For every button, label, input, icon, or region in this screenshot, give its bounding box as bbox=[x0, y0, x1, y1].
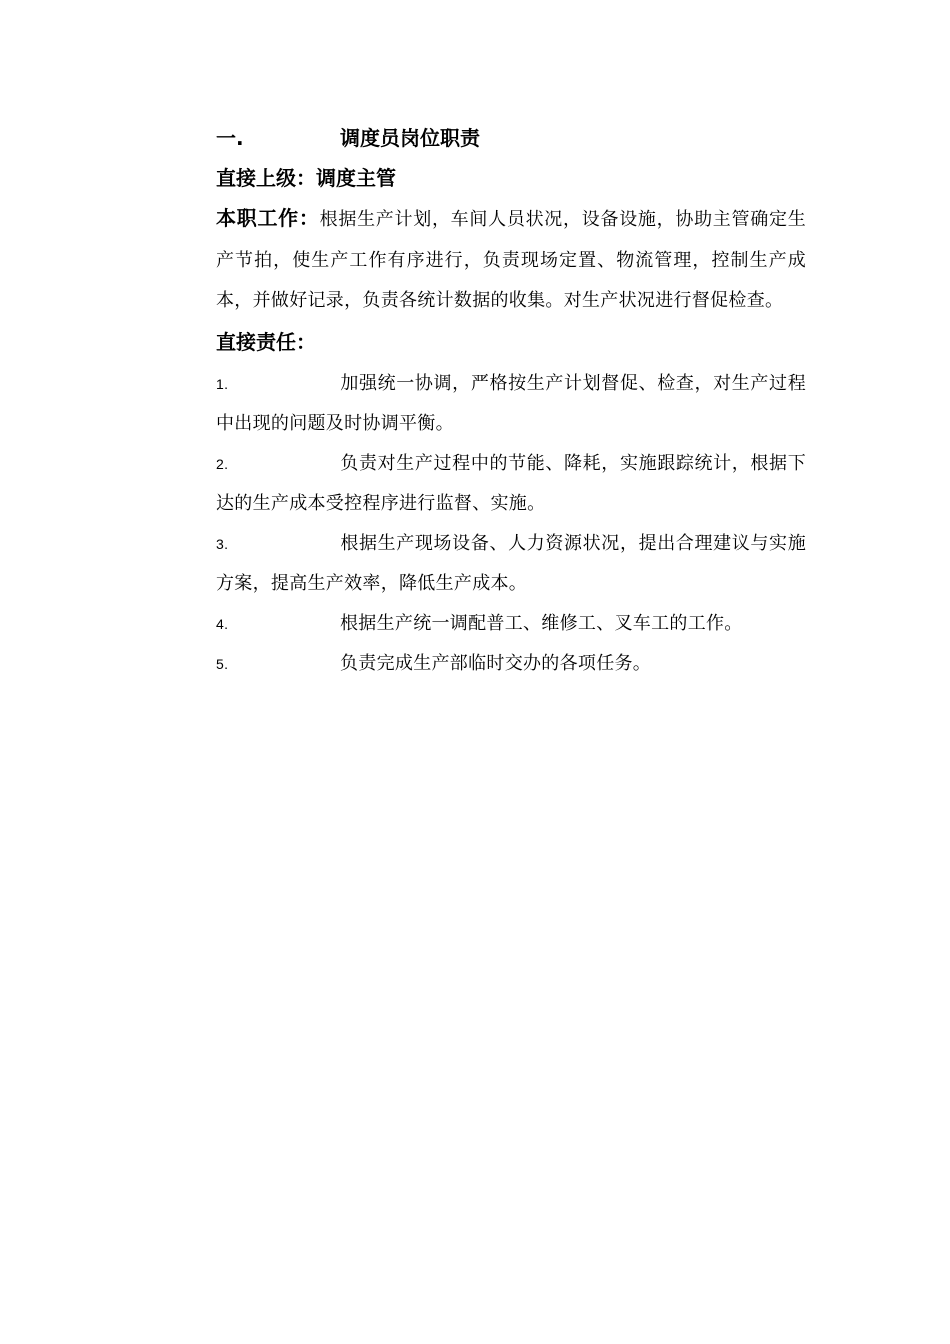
list-item-marker: 1. bbox=[216, 375, 229, 392]
list-item-marker: 3. bbox=[216, 535, 229, 552]
document-page bbox=[216, 118, 806, 685]
list-item bbox=[216, 364, 806, 444]
list-item-text: 负责对生产过程中的节能、降耗，实施跟踪统计，根据下达的生产成本受控程序进行监督、实施。 bbox=[216, 452, 806, 514]
list-item-text: 根据生产统一调配普工、维修工、叉车工的工作。 bbox=[340, 612, 743, 634]
list-item-marker: 2. bbox=[216, 455, 229, 472]
responsibilities-label: 直接责任： bbox=[216, 329, 316, 354]
list-item bbox=[216, 644, 806, 685]
list-item bbox=[216, 524, 806, 604]
section-heading bbox=[216, 118, 806, 158]
list-item-text: 根据生产现场设备、人力资源状况，提出合理建议与实施方案，提高生产效率，降低生产成本。 bbox=[216, 532, 806, 594]
list-item bbox=[216, 444, 806, 524]
list-item-marker: 4. bbox=[216, 615, 229, 632]
section-number: 一. bbox=[216, 126, 244, 150]
list-item-marker: 5. bbox=[216, 656, 229, 672]
duties-paragraph bbox=[216, 198, 806, 322]
duties-text: 根据生产计划，车间人员状况，设备设施，协助主管确定生产节拍，使生产工作有序进行，负责现场定置、物流管理，控制生产成本，并做好记录，负责各统计数据的收集。对生产状况进行督促检查。 bbox=[216, 209, 806, 311]
list-item-text: 加强统一协调，严格按生产计划督促、检查，对生产过程中出现的问题及时协调平衡。 bbox=[216, 372, 806, 434]
list-item-text: 负责完成生产部临时交办的各项任务。 bbox=[340, 653, 652, 674]
duties-label: 本职工作： bbox=[216, 206, 320, 230]
list-item bbox=[216, 604, 806, 645]
responsibilities-list bbox=[216, 364, 806, 685]
section-title: 调度员岗位职责 bbox=[340, 126, 480, 150]
direct-superior-line: 直接上级：调度主管 bbox=[216, 166, 396, 190]
